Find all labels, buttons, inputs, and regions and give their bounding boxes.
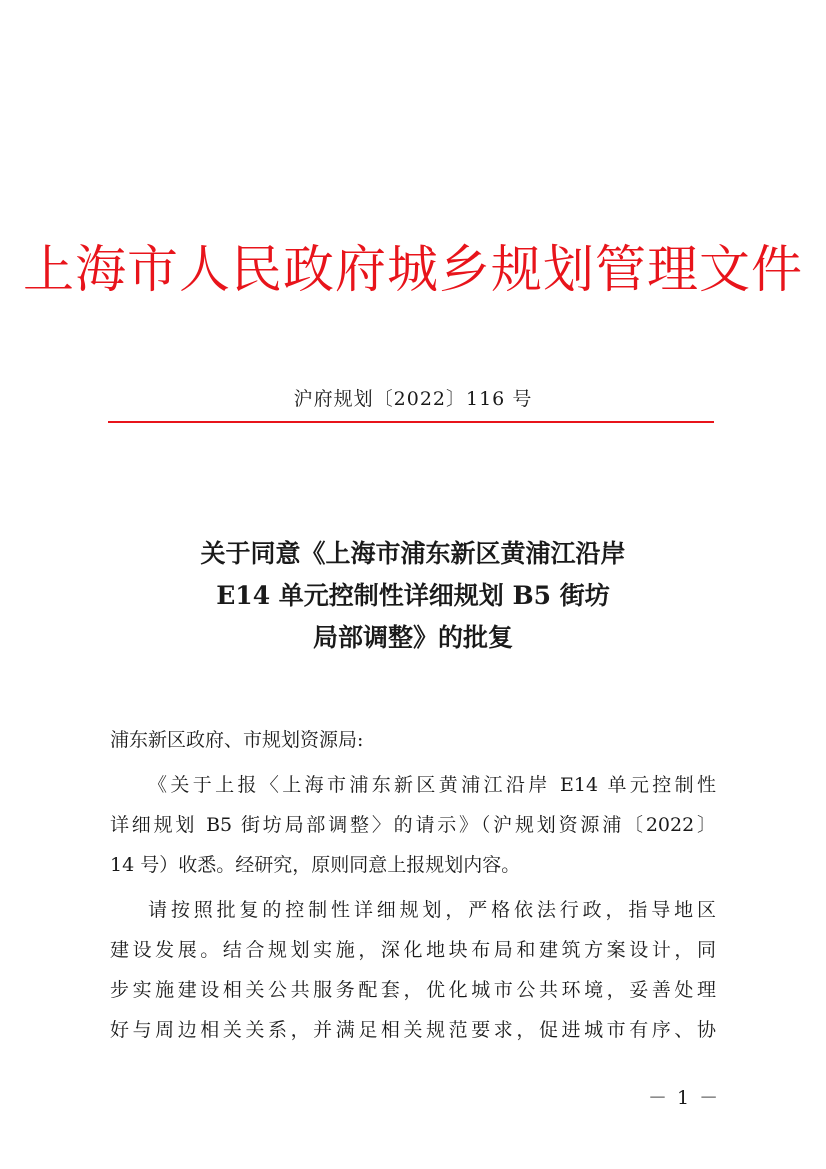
paragraph-1-line-2: 详细规划 B5 街坊局部调整〉的请示》（沪规划资源浦〔2022〕 (110, 814, 716, 836)
document-body (110, 720, 716, 1050)
paragraph-2-line-3: 步实施建设相关公共服务配套，优化城市公共环境，妥善处理 (110, 979, 716, 1001)
title-line-2: E14 单元控制性详细规划 B5 街坊 (216, 581, 610, 610)
title-line-3: 局部调整》的批复 (312, 623, 513, 652)
paragraph-2-line-2: 建设发展。结合规划实施，深化地块布局和建筑方案设计，同 (110, 939, 716, 961)
document-masthead: 上海市人民政府城乡规划管理文件 (22, 241, 803, 300)
paragraph-1-line-1: 《关于上报〈上海市浦东新区黄浦江沿岸 E14 单元控制性 (148, 774, 716, 796)
document-number: 沪府规划〔2022〕116 号 (293, 388, 533, 410)
title-line-1: 关于同意《上海市浦东新区黄浦江沿岸 (200, 539, 626, 568)
red-divider-line (108, 421, 714, 423)
page-number: － 1 － (648, 1087, 721, 1109)
salutation: 浦东新区政府、市规划资源局: (110, 729, 364, 751)
paragraph-1-line-3: 14 号）收悉。经研究，原则同意上报规划内容。 (110, 854, 521, 876)
document-title (0, 533, 826, 659)
paragraph-2-line-1: 请按照批复的控制性详细规划，严格依法行政，指导地区 (148, 899, 716, 921)
paragraph-2-line-4: 好与周边相关关系，并满足相关规范要求，促进城市有序、协 (110, 1019, 716, 1041)
